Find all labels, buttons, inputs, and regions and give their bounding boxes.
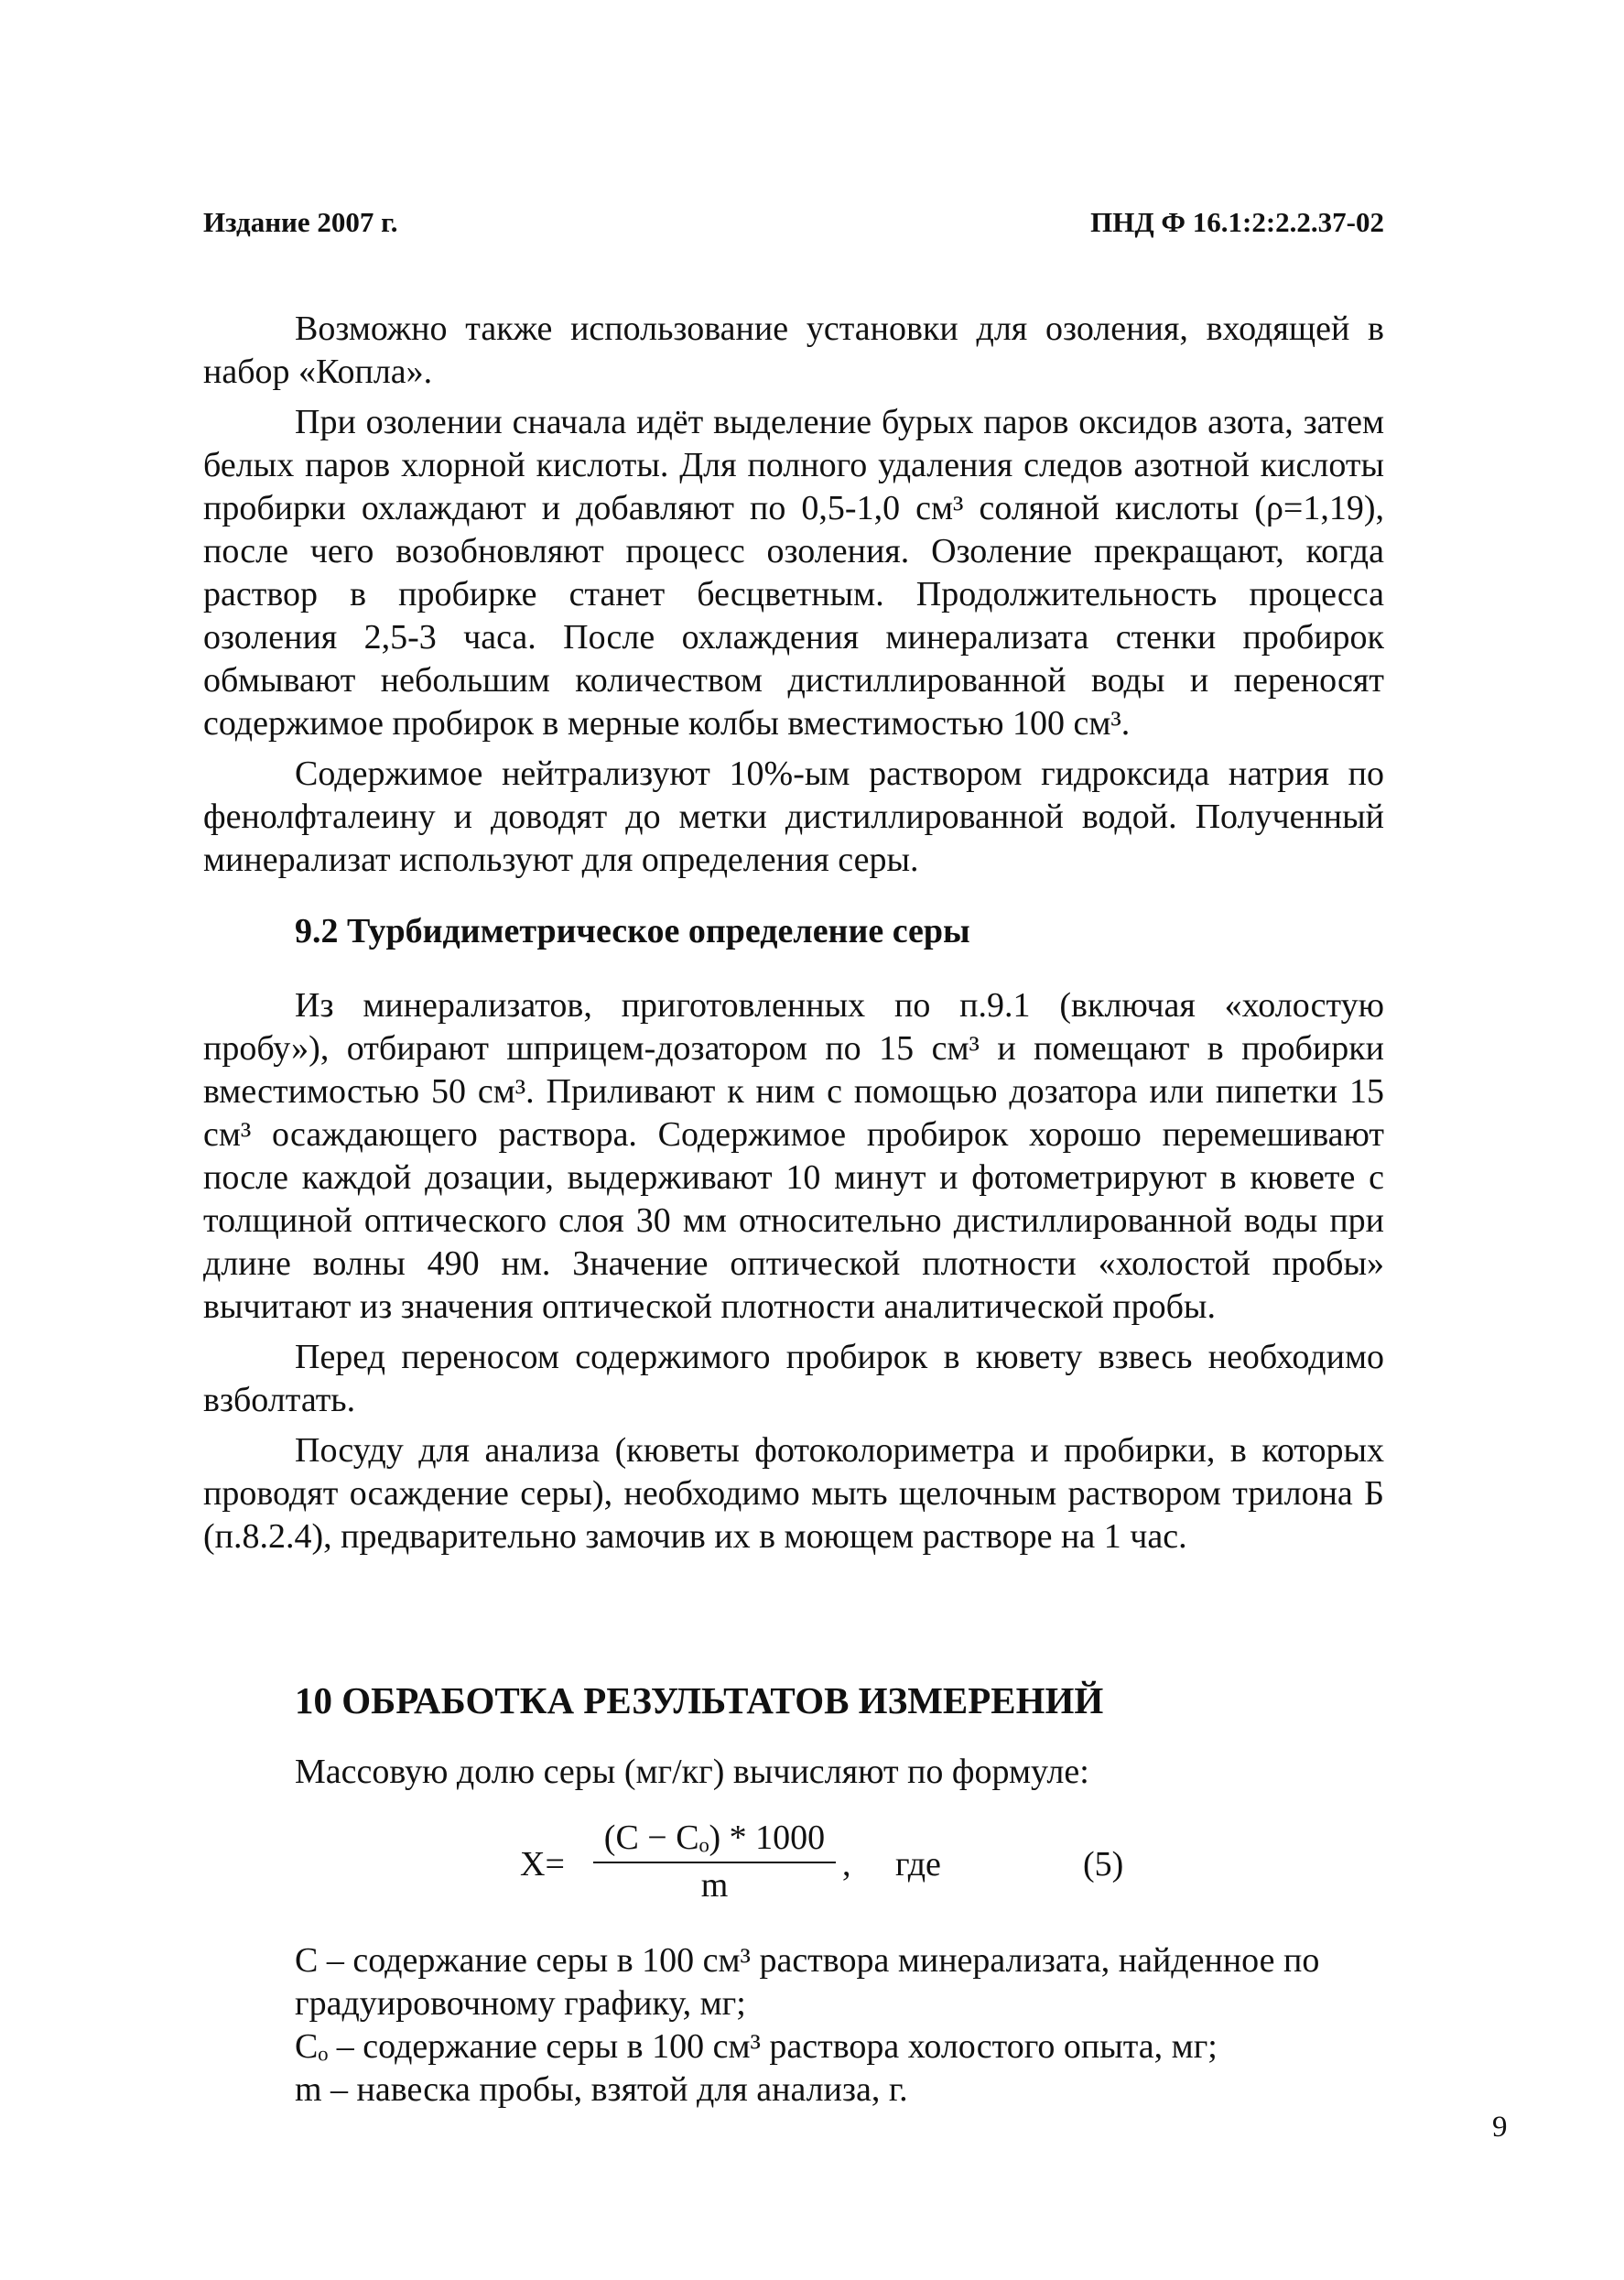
definition-item: Cₒ – содержание серы в 100 см³ раствора холостого опыта, мг;	[295, 2027, 1218, 2066]
paragraph: Из минерализатов, приготовленных по п.9.1 (включая «холостую пробу»), отбирают шприцем-дозатором по 15 см³ и помещают в пробирки вместимостью 50 см³. Приливают к ним с помощью дозатора или пипетки 15 см³ осаждающего раствора. Содержимое пробирок хорошо перемешивают после каждой дозации, выдерживают 10 минут и фотометрируют в кювете с толщиной оптического слоя 30 мм относительно дистиллированной воды при длине волны 490 нм. Значение оптической плотности «холостой пробы» вычитают из значения оптической плотности аналитической пробы.	[203, 986, 1384, 1326]
paragraph: Возможно также использование установки для озоления, входящей в набор «Копла».	[203, 309, 1384, 391]
body-text-top	[203, 308, 1384, 882]
formula-intro-text: Массовую долю серы (мг/кг) вычисляют по формуле:	[295, 1753, 1089, 1791]
definition-item: C – содержание серы в 100 см³ раствора минерализата, найденное по градуировочному графику, мг;	[295, 1941, 1320, 2023]
formula-comma: ,	[842, 1845, 851, 1884]
formula-where: где	[895, 1845, 941, 1884]
document-code: ПНД Ф 16.1:2:2.2.37-02	[1090, 206, 1384, 238]
variable-definitions	[295, 1939, 1384, 2112]
paragraph: Содержимое нейтрализуют 10%-ым раствором гидроксида натрия по фенолфталеину и доводят до метки дистиллированной водой. Полученный минерализат используют для определения серы.	[203, 755, 1384, 879]
subsection-title: 9.2 Турбидиметрическое определение серы	[295, 912, 970, 950]
formula-intro	[295, 1751, 1384, 1794]
paragraph: При озолении сначала идёт выделение бурых паров оксидов азота, затем белых паров хлорной кислоты. Для полного удаления следов азотной кислоты пробирки охлаждают и добавляют по 0,5-1,0 см³ соляной кислоты (ρ=1,19), после чего возобновляют процесс озоления. Озоление прекращают, когда раствор в пробирке станет бесцветным. Продолжительность процесса озоления 2,5-3 часа. После охлаждения минерализата стенки пробирок обмывают небольшим количеством дистиллированной воды и переносят содержимое пробирок в мерные колбы вместимостью 100 см³.	[203, 403, 1384, 743]
definition-item: m – навеска пробы, взятой для анализа, г.	[295, 2070, 908, 2109]
section-title: 10 ОБРАБОТКА РЕЗУЛЬТАТОВ ИЗМЕРЕНИЙ	[295, 1679, 1104, 1721]
page-header	[203, 206, 1384, 239]
formula-lhs: X=	[520, 1845, 565, 1884]
formula-denominator: m	[700, 1866, 729, 1905]
body-text-middle	[203, 984, 1384, 1558]
page-number: 9	[1492, 2111, 1508, 2144]
paragraph: Посуду для анализа (кюветы фотоколориметра и пробирки, в которых проводят осаждение серы), необходимо мыть щелочным раствором трилона Б (п.8.2.4), предварительно замочив их в моющем растворе на 1 час.	[203, 1431, 1384, 1556]
edition-label: Издание 2007 г.	[203, 206, 398, 238]
formula-fraction	[593, 1818, 836, 1905]
formula	[520, 1818, 1161, 1909]
equation-number: (5)	[1083, 1845, 1124, 1884]
paragraph: Перед переносом содержимого пробирок в кювету взвесь необходимо взболтать.	[203, 1338, 1384, 1419]
formula-numerator: (C − Cₒ) * 1000	[593, 1818, 836, 1863]
